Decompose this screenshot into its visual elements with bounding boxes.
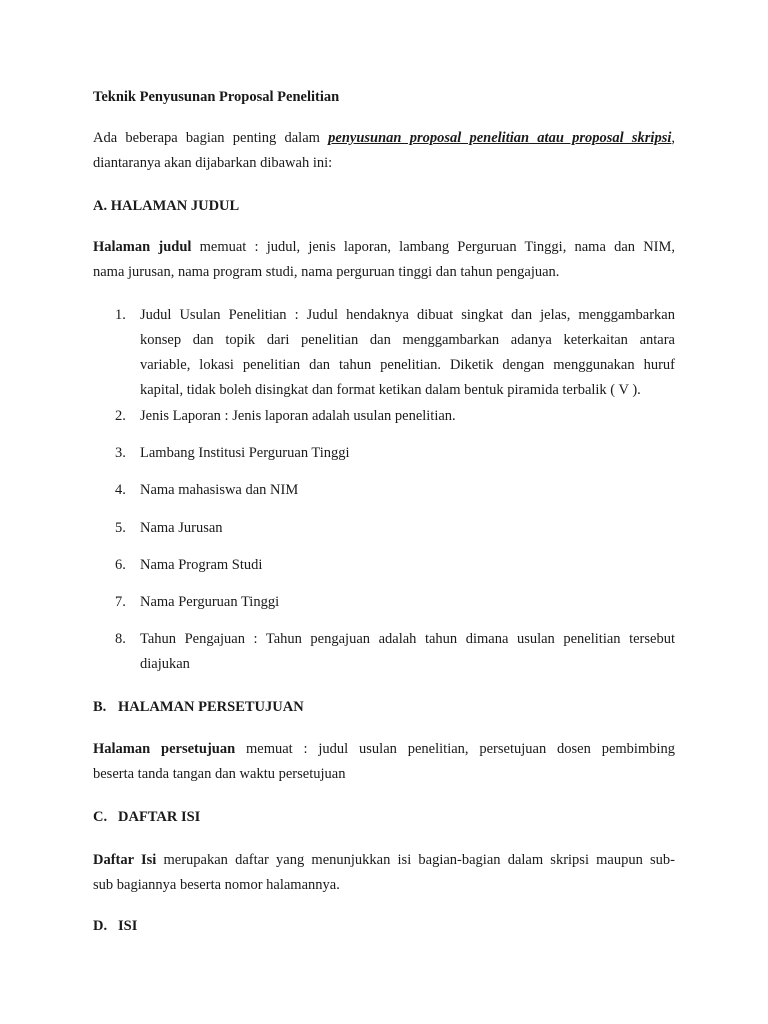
section-b-title	[93, 695, 675, 720]
section-c-line2: sub bagiannya beserta nomor halamannya.	[93, 877, 340, 893]
list-item-5	[115, 516, 675, 541]
list-item-line: kapital, tidak boleh disingkat dan format ketikan dalam bentuk piramida terbalik ( V ).	[140, 382, 641, 398]
section-b-line1: memuat : judul usulan penelitian, persetujuan dosen pembimbing	[246, 741, 675, 757]
section-b-title-text: HALAMAN PERSETUJUAN	[118, 699, 304, 715]
section-a-title: A. HALAMAN JUDUL	[93, 198, 240, 214]
list-item-4	[115, 478, 675, 503]
list-item-line: Nama Program Studi	[140, 557, 263, 573]
list-item-line: Lambang Institusi Perguruan Tinggi	[140, 445, 350, 461]
list-item-line: Jenis Laporan : Jenis laporan adalah usulan penelitian.	[140, 408, 456, 424]
list-item-6	[115, 553, 675, 578]
section-c-line1: merupakan daftar yang menunjukkan isi bagian-bagian dalam skripsi maupun sub-	[163, 852, 676, 868]
section-c-title	[93, 805, 675, 830]
section-b-lead: Halaman persetujuan	[93, 741, 236, 757]
list-item-line: konsep dan topik dari penelitian dan menggambarkan adanya keterkaitan antara	[140, 332, 675, 348]
intro-comma: ,	[671, 130, 675, 146]
list-item-line: Tahun Pengajuan : Tahun pengajuan adalah tahun dimana usulan penelitian tersebut	[140, 631, 675, 647]
list-item-line: Nama mahasiswa dan NIM	[140, 482, 299, 498]
list-item-8	[115, 627, 675, 677]
intro-lead: Ada beberapa bagian penting dalam	[93, 130, 320, 146]
section-c-letter: C.	[93, 809, 108, 825]
section-a-line2: nama jurusan, nama program studi, nama perguruan tinggi dan tahun pengajuan.	[93, 264, 560, 280]
list-item-number: 3.	[115, 445, 126, 461]
section-c-title-text: DAFTAR ISI	[118, 809, 201, 825]
list-item-1	[115, 303, 675, 403]
section-a-lead: Halaman judul	[93, 239, 192, 255]
section-b-letter: B.	[93, 699, 107, 715]
list-item-line: Nama Jurusan	[140, 520, 223, 536]
section-c-lead: Daftar Isi	[93, 852, 157, 868]
list-item-number: 7.	[115, 594, 126, 610]
list-item-number: 2.	[115, 408, 126, 424]
section-a-line1: memuat : judul, jenis laporan, lambang Perguruan Tinggi, nama dan NIM,	[199, 239, 676, 255]
list-item-line: diajukan	[140, 656, 190, 672]
list-item-line: Judul Usulan Penelitian : Judul hendaknya dibuat singkat dan jelas, menggambarkan	[140, 307, 675, 323]
section-b-paragraph	[93, 737, 675, 787]
intro-paragraph	[93, 126, 675, 176]
section-d-title-text: ISI	[118, 918, 138, 934]
list-item-line: variable, lokasi penelitian dan tahun penelitian. Diketik dengan menggunakan huruf	[140, 357, 675, 373]
intro-link[interactable]: penyusunan proposal penelitian atau proposal skripsi	[328, 130, 672, 146]
list-item-number: 8.	[115, 631, 126, 647]
section-d-title	[93, 914, 675, 939]
list-item-3	[115, 441, 675, 466]
list-item-7	[115, 590, 675, 615]
list-item-2	[115, 404, 675, 429]
section-d-letter: D.	[93, 918, 108, 934]
list-item-number: 5.	[115, 520, 126, 536]
list-item-line: Nama Perguruan Tinggi	[140, 594, 280, 610]
section-c-paragraph	[93, 848, 675, 898]
list-item-number: 4.	[115, 482, 126, 498]
list-item-number: 1.	[115, 307, 126, 323]
section-b-line2: beserta tanda tangan dan waktu persetujuan	[93, 766, 346, 782]
list-item-number: 6.	[115, 557, 126, 573]
section-a-paragraph	[93, 235, 675, 285]
document-title: Teknik Penyusunan Proposal Penelitian	[93, 89, 340, 105]
intro-line2: diantaranya akan dijabarkan dibawah ini:	[93, 155, 333, 171]
